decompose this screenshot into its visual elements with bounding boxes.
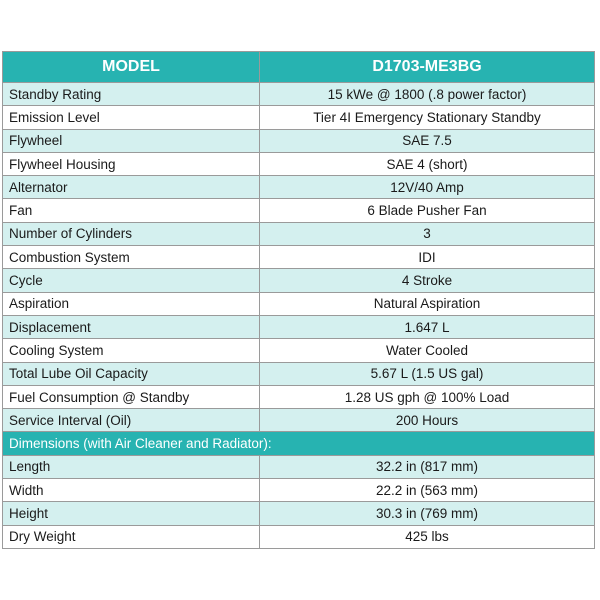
spec-value: 30.3 in (769 mm): [260, 502, 595, 525]
spec-value: 12V/40 Amp: [260, 176, 595, 199]
spec-label: Fuel Consumption @ Standby: [3, 385, 260, 408]
spec-value: SAE 7.5: [260, 129, 595, 152]
spec-label: Flywheel Housing: [3, 152, 260, 175]
spec-value: 1.28 US gph @ 100% Load: [260, 385, 595, 408]
table-row: [3, 362, 595, 385]
spec-label: Flywheel: [3, 129, 260, 152]
spec-label: Service Interval (Oil): [3, 409, 260, 432]
spec-value: 5.67 L (1.5 US gal): [260, 362, 595, 385]
spec-label: Standby Rating: [3, 83, 260, 106]
spec-label: Dry Weight: [3, 525, 260, 548]
spec-value: Natural Aspiration: [260, 292, 595, 315]
spec-body: [3, 83, 595, 549]
spec-label: Alternator: [3, 176, 260, 199]
table-row: [3, 83, 595, 106]
header-model-label: MODEL: [3, 52, 260, 83]
table-row: [3, 409, 595, 432]
spec-value: 425 lbs: [260, 525, 595, 548]
table-row: [3, 502, 595, 525]
table-row: [3, 246, 595, 269]
table-row: [3, 222, 595, 245]
table-row: [3, 106, 595, 129]
table-row: [3, 269, 595, 292]
table-row: [3, 455, 595, 478]
spec-value: 22.2 in (563 mm): [260, 479, 595, 502]
spec-label: Number of Cylinders: [3, 222, 260, 245]
table-row: [3, 339, 595, 362]
spec-value: 32.2 in (817 mm): [260, 455, 595, 478]
spec-label: Displacement: [3, 315, 260, 338]
spec-value: 4 Stroke: [260, 269, 595, 292]
section-row: [3, 432, 595, 455]
spec-label: Width: [3, 479, 260, 502]
spec-value: Water Cooled: [260, 339, 595, 362]
spec-label: Cycle: [3, 269, 260, 292]
table-row: [3, 292, 595, 315]
table-row: [3, 479, 595, 502]
section-title: Dimensions (with Air Cleaner and Radiator):: [3, 432, 595, 455]
spec-table: [2, 51, 595, 549]
spec-value: SAE 4 (short): [260, 152, 595, 175]
spec-value: 3: [260, 222, 595, 245]
table-row: [3, 385, 595, 408]
spec-label: Total Lube Oil Capacity: [3, 362, 260, 385]
header-model-value: D1703-ME3BG: [260, 52, 595, 83]
table-row: [3, 315, 595, 338]
spec-label: Combustion System: [3, 246, 260, 269]
spec-label: Height: [3, 502, 260, 525]
table-row: [3, 152, 595, 175]
spec-label: Fan: [3, 199, 260, 222]
spec-label: Emission Level: [3, 106, 260, 129]
spec-value: IDI: [260, 246, 595, 269]
table-row: [3, 199, 595, 222]
spec-value: 1.647 L: [260, 315, 595, 338]
spec-label: Length: [3, 455, 260, 478]
spec-value: 200 Hours: [260, 409, 595, 432]
spec-value: Tier 4I Emergency Stationary Standby: [260, 106, 595, 129]
spec-label: Aspiration: [3, 292, 260, 315]
spec-label: Cooling System: [3, 339, 260, 362]
table-row: [3, 525, 595, 548]
table-header-row: [3, 52, 595, 83]
spec-value: 15 kWe @ 1800 (.8 power factor): [260, 83, 595, 106]
table-row: [3, 129, 595, 152]
table-row: [3, 176, 595, 199]
spec-value: 6 Blade Pusher Fan: [260, 199, 595, 222]
